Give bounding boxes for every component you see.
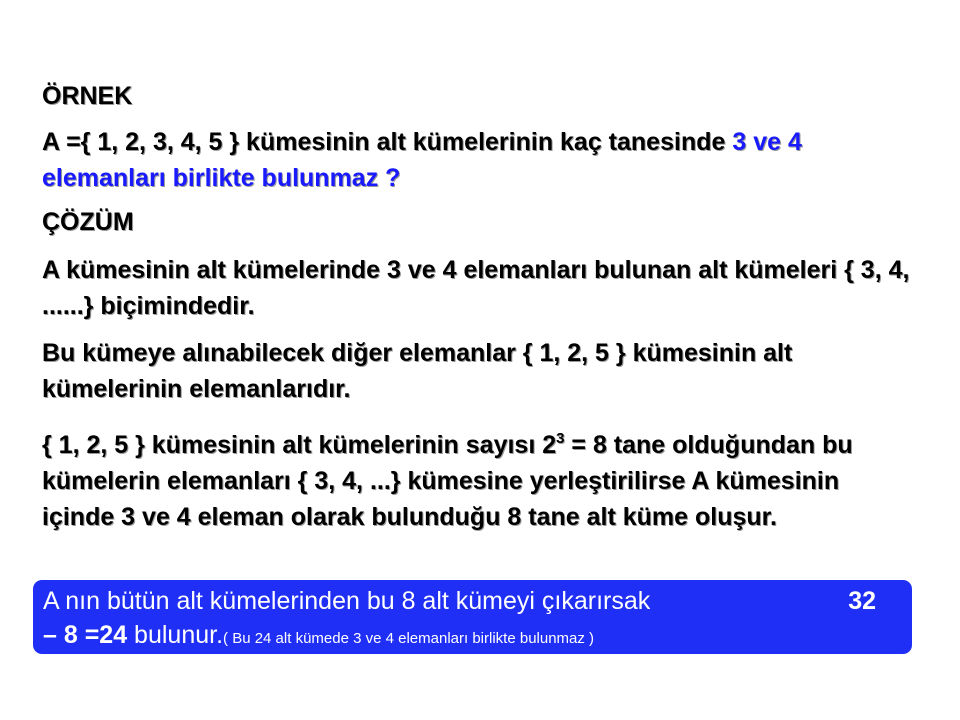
result-box xyxy=(33,580,912,654)
result-text: A nın bütün alt kümelerinden bu 8 alt kümeyi çıkarırsak xyxy=(43,587,651,615)
paragraph-3-start: { 1, 2, 5 } kümesinin alt kümelerinin sayısı 2 xyxy=(42,431,557,459)
solution-paragraph-3 xyxy=(42,421,912,535)
result-word: bulunur. xyxy=(127,621,224,649)
solution-paragraph-2: Bu kümeye alınabilecek diğer elemanlar { 1, 2, 5 } kümesinin alt kümelerinin elemanlarıdır. xyxy=(42,339,793,403)
result-line-1 xyxy=(43,584,902,618)
question-text xyxy=(42,124,912,196)
result-note: ( Bu 24 alt kümede 3 ve 4 elemanları birlikte bulunmaz ) xyxy=(223,630,595,647)
question-highlight: 3 ve 4 elemanları birlikte bulunmaz ? xyxy=(42,128,802,192)
paragraph-3-end: = 8 tane olduğundan bu kümelerin elemanları { 3, 4, ...} kümesine yerleştirilirse A kümesinin içinde 3 ve 4 eleman olarak bulunduğu 8 tane alt küme oluşur. xyxy=(42,431,853,531)
result-number-32: 32 xyxy=(848,587,876,615)
result-line-2 xyxy=(43,618,902,656)
example-title: ÖRNEK xyxy=(42,82,133,110)
result-formula: – 8 =24 xyxy=(43,621,128,649)
question-part: A ={ 1, 2, 3, 4, 5 } kümesinin alt kümelerinin kaç tanesinde xyxy=(42,128,733,156)
exponent: 3 xyxy=(556,430,565,447)
solution-paragraph-1: A kümesinin alt kümelerinde 3 ve 4 elemanları bulunan alt kümeleri { 3, 4, ......} biçimindedir. xyxy=(42,256,910,320)
solution-title: ÇÖZÜM xyxy=(42,208,134,236)
